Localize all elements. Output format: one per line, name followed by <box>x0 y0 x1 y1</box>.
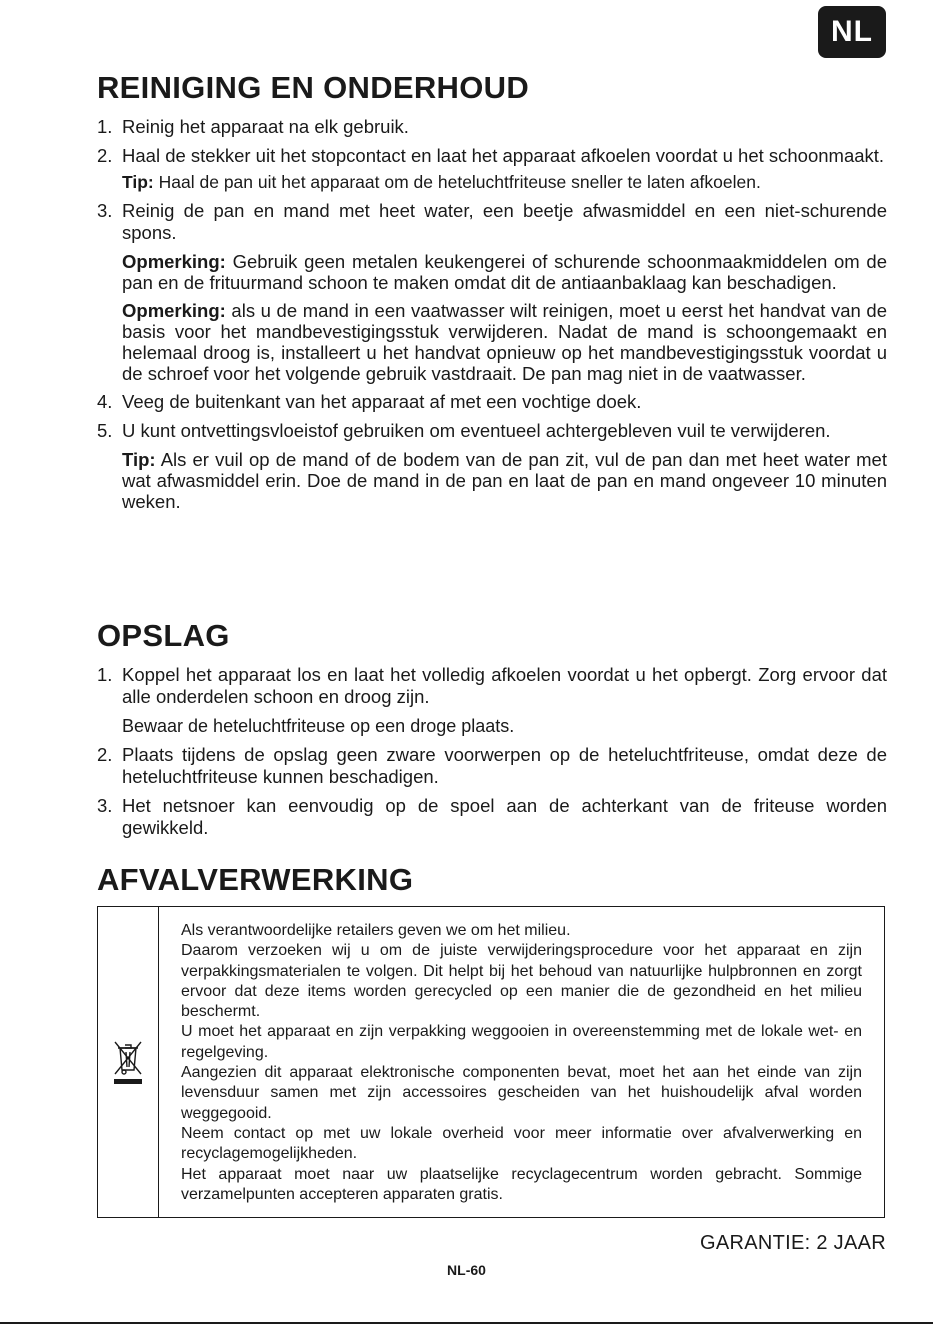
remark-label: Opmerking: <box>122 300 226 321</box>
page-number: NL-60 <box>447 1262 486 1278</box>
tip-label: Tip: <box>122 172 154 192</box>
disposal-section <box>97 862 887 908</box>
list-item <box>97 420 887 442</box>
remark-note <box>97 251 887 293</box>
tip-text: Haal de pan uit het apparaat om de heteluchtfriteuse sneller te laten afkoelen. <box>158 172 761 192</box>
step-text: Koppel het apparaat los en laat het volledig afkoelen voordat u het opbergt. Zorg ervoor dat alle onderdelen schoon en droog zijn. <box>122 664 887 707</box>
crossed-out-wheelie-bin-icon <box>111 1038 145 1086</box>
step-number: 1. <box>97 664 113 685</box>
step-text: U kunt ontvettingsvloeistof gebruiken om eventueel achtergebleven vuil te verwijderen. <box>122 420 831 441</box>
list-item <box>97 116 887 138</box>
storage-steps <box>97 664 887 708</box>
list-item <box>97 795 887 839</box>
disposal-box <box>97 906 885 1218</box>
step-text: Het netsnoer kan eenvoudig op de spoel aan de achterkant van de friteuse worden gewikkeld. <box>122 795 887 838</box>
remark-note <box>97 300 887 384</box>
remark-text: Gebruik geen metalen keukengerei of schurende schoonmaakmiddelen om de pan en de frituurmand schoon te maken omdat dit de antiaanbaklaag kan beschadigen. <box>122 251 887 293</box>
list-item <box>97 145 887 167</box>
step-number: 2. <box>97 744 113 765</box>
cleaning-steps <box>97 200 887 244</box>
step-number: 2. <box>97 145 113 166</box>
disposal-text <box>159 907 884 1217</box>
step-number: 3. <box>97 795 113 816</box>
cleaning-steps <box>97 391 887 442</box>
list-item <box>97 664 887 708</box>
disposal-paragraph: Aangezien dit apparaat elektronische componenten bevat, moet het aan het einde van zijn levensduur samen met zijn accessoires gescheiden van het huishoudelijk afval worden weggegooid. <box>181 1064 862 1122</box>
disposal-paragraph: Als verantwoordelijke retailers geven we om het milieu. <box>181 922 571 939</box>
list-item <box>97 200 887 244</box>
disposal-paragraph: Neem contact op met uw lokale overheid voor meer informatie over afvalverwerking en recyclagemogelijkheden. <box>181 1124 862 1163</box>
storage-steps <box>97 744 887 839</box>
list-item <box>97 391 887 413</box>
tip-label: Tip: <box>122 449 156 470</box>
step-text: Haal de stekker uit het stopcontact en laat het apparaat afkoelen voordat u het schoonmaakt. <box>122 145 885 166</box>
remark-label: Opmerking: <box>122 251 226 272</box>
storage-section <box>97 618 887 846</box>
step-text: Veeg de buitenkant van het apparaat af met een vochtige doek. <box>122 391 642 412</box>
step-text: Reinig de pan en mand met heet water, een beetje afwasmiddel en een niet-schurende spons. <box>122 200 887 243</box>
disposal-heading: AFVALVERWERKING <box>97 862 414 897</box>
tip-note <box>97 449 887 512</box>
icon-cell <box>98 907 159 1217</box>
step-text: Plaats tijdens de opslag geen zware voorwerpen op de heteluchtfriteuse, omdat deze de heteluchtfriteuse kunnen beschadigen. <box>122 744 887 787</box>
cleaning-steps <box>97 116 887 167</box>
storage-heading: OPSLAG <box>97 618 230 653</box>
warranty-label: GARANTIE: 2 JAAR <box>700 1232 886 1254</box>
tip-note <box>97 172 887 193</box>
cleaning-heading: REINIGING EN ONDERHOUD <box>97 70 530 105</box>
storage-extra: Bewaar de heteluchtfriteuse op een droge plaats. <box>122 716 515 736</box>
step-number: 4. <box>97 391 113 412</box>
step-number: 1. <box>97 116 113 137</box>
disposal-paragraph: Daarom verzoeken wij u om de juiste verwijderingsprocedure voor het apparaat en zijn verpakkingsmaterialen te volgen. Dit helpt bij het behoud van natuurlijke hulpbronnen en zorgt ervoor dat deze items worden gerecycled op een manier die de gezondheid en het milieu beschermt. <box>181 942 862 1021</box>
remark-text: als u de mand in een vaatwasser wilt reinigen, moet u eerst het handvat van de basis voor het mandbevestigingsstuk verwijderen. Nadat de mand is schoongemaakt en helemaal droog is, installeert u het handvat opnieuw op het mandbevestigingsstuk voordat u de schroef voor het volgende gebruik vastdraait. De pan mag niet in de vaatwasser. <box>122 300 887 384</box>
disposal-paragraph: Het apparaat moet naar uw plaatselijke recyclagecentrum worden gebracht. Sommige verzamelpunten accepteren apparaten gratis. <box>181 1165 862 1203</box>
disposal-paragraph: U moet het apparaat en zijn verpakking weggooien in overeenstemming met de lokale wet- en regelgeving. <box>181 1023 862 1061</box>
language-badge: NL <box>818 6 886 58</box>
step-number: 3. <box>97 200 113 221</box>
list-item <box>97 744 887 788</box>
step-number: 5. <box>97 420 113 441</box>
tip-text: Als er vuil op de mand of de bodem van de pan zit, vul de pan dan met heet water met wat afwasmiddel erin. Doe de mand in de pan en laat de pan en mand ongeveer 10 minuten weken. <box>122 449 887 512</box>
cleaning-section <box>97 70 887 519</box>
step-text: Reinig het apparaat na elk gebruik. <box>122 116 409 137</box>
